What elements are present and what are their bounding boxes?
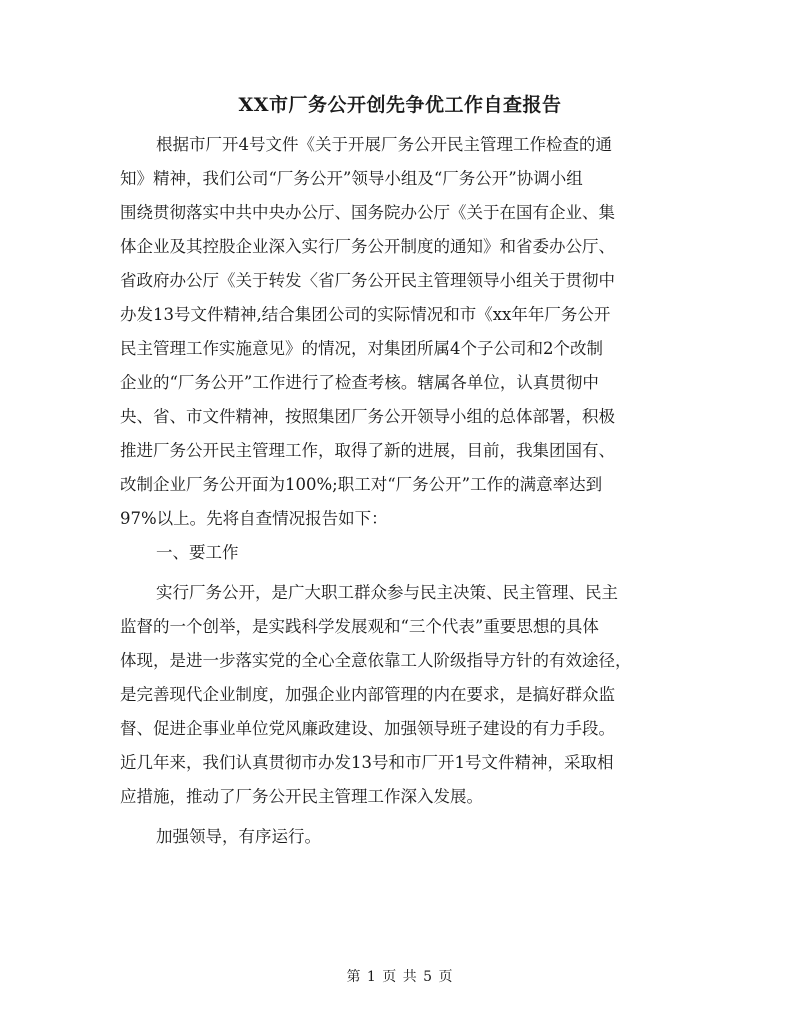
paragraph-line: 近几年来，我们认真贯彻市办发13号和市厂开1号文件精神，采取相 xyxy=(120,753,614,772)
paragraph-line: 97%以上。先将自查情况报告如下： xyxy=(120,509,388,528)
document-title: XX市厂务公开创先争优工作自查报告 xyxy=(238,94,562,116)
paragraph-line: 推进厂务公开民主管理工作，取得了新的进展，目前，我集团国有、 xyxy=(120,441,615,460)
paragraph-line: 围绕贯彻落实中共中央办公厅、国务院办公厅《关于在国有企业、集 xyxy=(120,203,615,222)
paragraph-line: 办发13号文件精神,结合集团公司的实际情况和市《xx年年厂务公开 xyxy=(120,305,611,324)
paragraph-line: 监督的一个创举，是实践科学发展观和“三个代表”重要思想的具体 xyxy=(120,617,599,636)
paragraph-line: 改制企业厂务公开面为100%;职工对“厂务公开”工作的满意率达到 xyxy=(120,475,603,494)
paragraph-line: 实行厂务公开，是广大职工群众参与民主决策、民主管理、民主 xyxy=(156,583,618,602)
page-number: 第 1 页 共 5 页 xyxy=(346,969,454,985)
paragraph-line: 央、省、市文件精神，按照集团厂务公开领导小组的总体部署，积极 xyxy=(120,407,615,426)
paragraph-line: 体现，是进一步落实党的全心全意依靠工人阶级指导方针的有效途径， xyxy=(120,651,632,670)
section-heading: 一、要工作 xyxy=(156,543,239,562)
paragraph-line: 体企业及其控股企业深入实行厂务公开制度的通知》和省委办公厅、 xyxy=(120,237,615,256)
paragraph-line: 知》精神，我们公司“厂务公开”领导小组及“厂务公开”协调小组 xyxy=(120,169,583,188)
document-body xyxy=(120,128,688,854)
paragraph-line: 是完善现代企业制度，加强企业内部管理的内在要求，是搞好群众监 xyxy=(120,685,615,704)
paragraph-line: 省政府办公厅《关于转发〈省厂务公开民主管理领导小组关于贯彻中 xyxy=(120,271,615,290)
paragraph-line: 督、促进企事业单位党风廉政建设、加强领导班子建设的有力手段。 xyxy=(120,719,615,738)
paragraph-line: 应措施，推动了厂务公开民主管理工作深入发展。 xyxy=(120,787,483,806)
paragraph-line: 根据市厂开4号文件《关于开展厂务公开民主管理工作检查的通 xyxy=(156,135,612,154)
paragraph-line: 民主管理工作实施意见》的情况，对集团所属4个子公司和2个改制 xyxy=(120,339,603,358)
paragraph-line: 加强领导，有序运行。 xyxy=(156,827,321,846)
paragraph-line: 企业的“厂务公开”工作进行了检查考核。辖属各单位，认真贯彻中 xyxy=(120,373,599,392)
